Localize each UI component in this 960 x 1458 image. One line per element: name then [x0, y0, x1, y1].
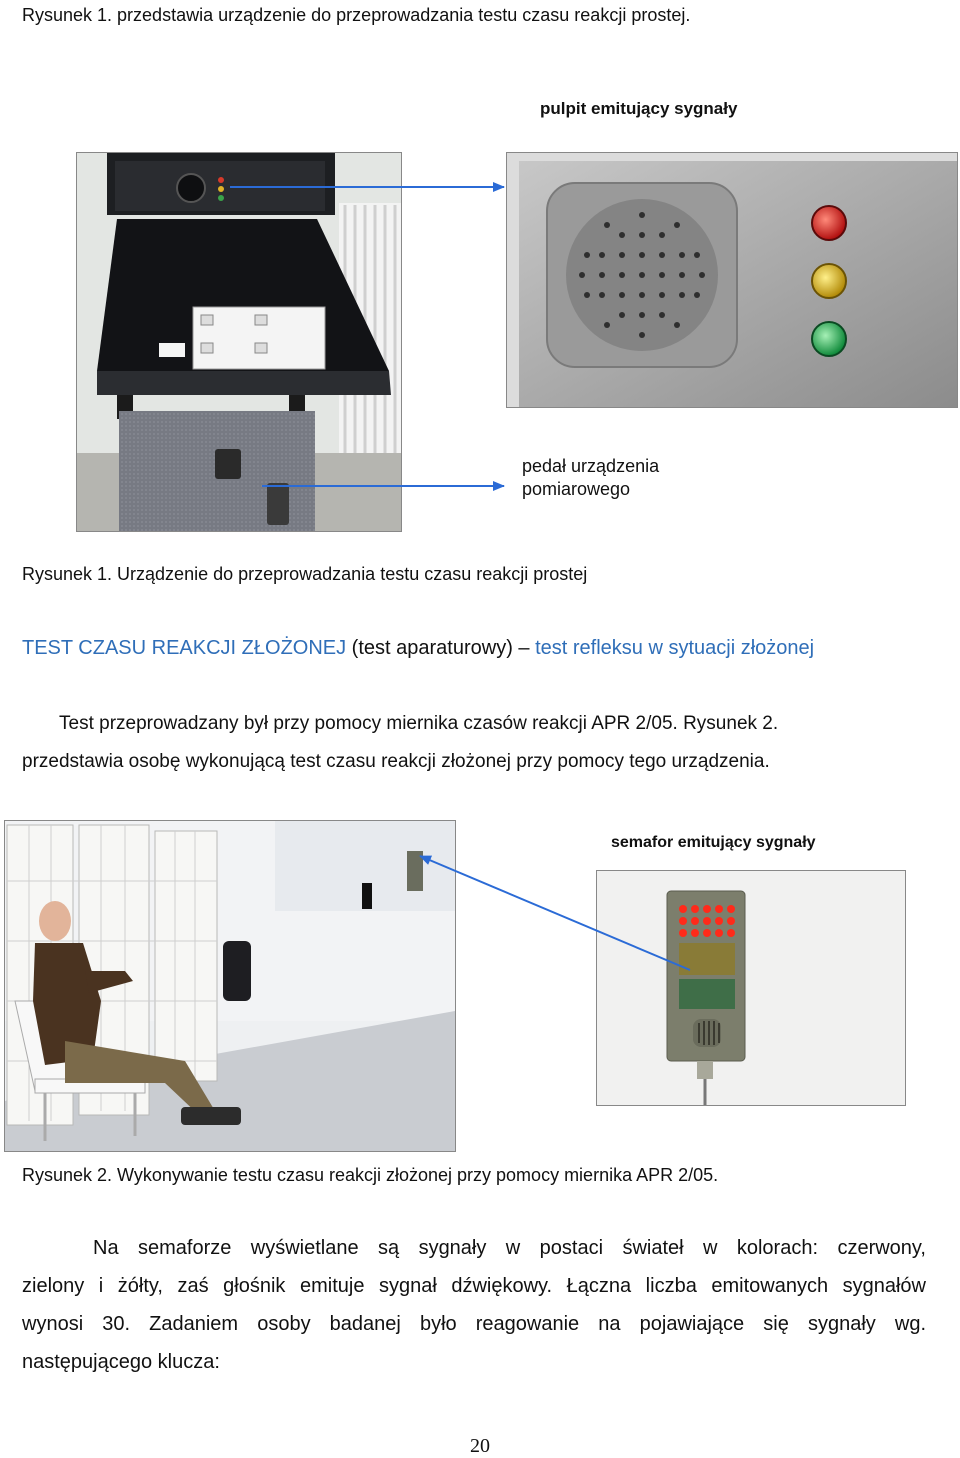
intro-line-2: przedstawia osobę wykonującą test czasu reakcji złożonej przy pomocy tego urządzenia. [22, 751, 770, 772]
body-line-1: Na semaforze wyświetlane są sygnały w postaci świateł w kolorach: czerwony, [93, 1237, 926, 1259]
heading-test-description: test refleksu w sytuacji złożonej [529, 637, 815, 659]
pedal-label-line1: pedał urządzenia [522, 456, 660, 476]
console-label: pulpit emitujący sygnały [540, 99, 738, 118]
semaphore-arrow [420, 856, 690, 970]
pedal-label-line2: pomiarowego [522, 479, 631, 499]
body-line-3: wynosi 30. Zadaniem osoby badanej było reagowanie na pojawiające się sygnały wg. [22, 1313, 926, 1335]
heading-test-type: (test aparaturowy) [346, 637, 519, 659]
body-paragraph [22, 1229, 926, 1381]
figure2-caption: Rysunek 2. Wykonywanie testu czasu reakcji złożonej przy pomocy miernika APR 2/05. [22, 1165, 719, 1185]
top-caption: Rysunek 1. przedstawia urządzenie do przeprowadzania testu czasu reakcji prostej. [22, 5, 691, 25]
figure1-caption: Rysunek 1. Urządzenie do przeprowadzania testu czasu reakcji prostej [22, 564, 588, 584]
body-line-2: zielony i żółty, zaś głośnik emituje sygnał dźwiękowy. Łączna liczba emitowanych sygnałów [22, 1275, 926, 1297]
semaphore-label: semafor emitujący sygnały [611, 834, 816, 851]
heading-dash: – [518, 637, 530, 659]
page-number: 20 [470, 1435, 490, 1457]
body-line-4: następującego klucza: [22, 1351, 220, 1373]
intro-line-1: Test przeprowadzany był przy pomocy miernika czasów reakcji APR 2/05. Rysunek 2. [59, 713, 779, 734]
heading-test-name: TEST CZASU REAKCJI ZŁOŻONEJ [22, 637, 347, 659]
